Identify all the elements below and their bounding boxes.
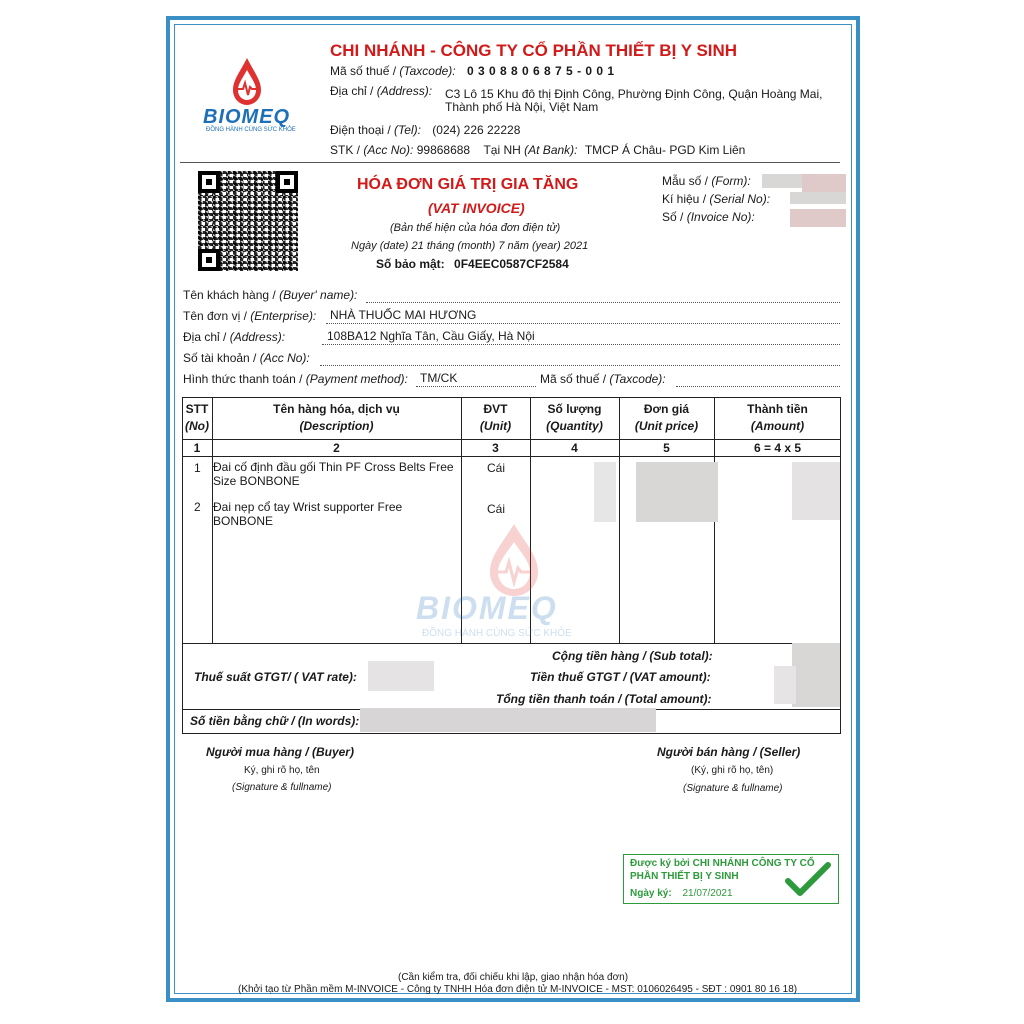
header-en: (Unit): [479, 419, 512, 433]
seller-address-line1: C3 Lô 15 Khu đô thị Định Công, Phường Định Công, Quận Hoàng Mai,: [445, 87, 823, 101]
digital-signature-stamp: [623, 854, 839, 904]
index-cell: 4: [571, 441, 578, 455]
enterprise-line: [326, 323, 840, 324]
label-en: (Address):: [229, 330, 286, 344]
label-en: (Serial No):: [709, 192, 771, 206]
item-row-desc: BONBONE: [213, 514, 274, 528]
label-en: (At Bank):: [524, 143, 578, 157]
label: STK /: [330, 143, 361, 157]
security-row: [376, 257, 569, 271]
redacted-quantity: [594, 462, 616, 522]
buyer-signature-title: Người mua hàng / (Buyer): [206, 745, 354, 759]
stamp-date-row: [630, 888, 733, 899]
col-header-description: [212, 401, 461, 435]
invoice-no-row: [662, 210, 755, 224]
index-cell: 5: [663, 441, 670, 455]
footer-note: (Cần kiểm tra, đối chiếu khi lập, giao nhận hóa đơn): [398, 972, 629, 983]
col-header-unit: [461, 401, 530, 435]
form-row: [662, 174, 751, 188]
redacted-totals: [792, 643, 840, 707]
seller-tel-row: [330, 123, 520, 137]
label-en: (Taxcode):: [609, 372, 666, 386]
logo-brand: BIOMEQ: [203, 106, 291, 128]
index-cell: 2: [333, 441, 340, 455]
label: Kí hiệu /: [662, 192, 707, 206]
col-header-no: [182, 401, 212, 435]
stamp-date: 21/07/2021: [682, 888, 733, 899]
label-en: (Invoice No):: [686, 210, 755, 224]
seller-name: CHI NHÁNH - CÔNG TY CỔ PHẦN THIẾT BỊ Y SINH: [330, 41, 738, 60]
header-vi: STT: [185, 402, 209, 416]
seller-taxcode-row: [330, 64, 615, 78]
header-vi: Đơn giá: [643, 402, 690, 416]
redacted-invoice-no: [790, 209, 846, 227]
buyer-acc-row: [183, 351, 310, 365]
seller-taxcode: 0 3 0 8 8 0 6 8 7 5 - 0 0 1: [466, 64, 615, 78]
col-header-amount: [714, 401, 841, 435]
subtotal-label: Cộng tiền hàng / (Sub total):: [552, 649, 713, 663]
index-cell: 6 = 4 x 5: [753, 441, 802, 455]
header-vi: Tên hàng hóa, dịch vụ: [273, 402, 400, 416]
header-en: (Description): [299, 419, 374, 433]
header-en: (Quantity): [546, 419, 603, 433]
buyer-acc-line: [320, 365, 840, 366]
redacted-serial: [790, 192, 846, 204]
seller-tel: (024) 226 22228: [432, 123, 521, 137]
invoice-title-en: (VAT INVOICE): [428, 200, 525, 216]
checkmark-icon: [784, 861, 832, 897]
index-cell: 3: [492, 441, 499, 455]
redacted-totals: [774, 666, 796, 704]
buyer-address-row: [183, 330, 285, 344]
redacted-unit-price: [636, 462, 718, 522]
label: Địa chỉ /: [330, 84, 374, 98]
blood-drop-icon: [410, 520, 610, 600]
invoice-date: Ngày (date) 21 tháng (month) 7 năm (year) 2021: [351, 240, 589, 252]
redacted-form: [762, 174, 804, 188]
watermark-tagline: ĐỒNG HÀNH CÙNG SỨC KHỎE: [422, 628, 572, 639]
label: Hình thức thanh toán /: [183, 372, 303, 386]
logo-tagline: ĐỒNG HÀNH CÙNG SỨC KHỎE: [206, 127, 296, 133]
serial-row: [662, 192, 770, 206]
stamp-org: CHI NHÁNH CÔNG TY CỔ: [692, 858, 815, 869]
label: Tại NH: [483, 143, 521, 157]
security-code: 0F4EEC0587CF2584: [454, 257, 569, 271]
payment-line: [416, 386, 536, 387]
index-cell: 1: [193, 441, 201, 455]
label-en: (Acc No):: [363, 143, 414, 157]
qr-code: [198, 171, 298, 271]
label-en: (Taxcode):: [399, 64, 456, 78]
in-words-label: Số tiền bằng chữ / (In words):: [190, 714, 360, 728]
buyer-enterprise: NHÀ THUỐC MAI HƯƠNG: [330, 308, 477, 322]
label: Điện thoại /: [330, 123, 391, 137]
item-row-desc: Đai cố định đầu gối Thin PF Cross Belts Free: [213, 460, 454, 474]
col-header-quantity: [530, 401, 619, 435]
item-row-desc: Size BONBONE: [213, 474, 300, 488]
redacted-amount: [792, 462, 840, 520]
seller-bank: TMCP Á Châu- PGD Kim Liên: [584, 143, 746, 157]
payment-row: [183, 372, 408, 386]
item-row-unit: Cái: [487, 502, 506, 516]
seller-address-line2: Thành phố Hà Nội, Việt Nam: [445, 100, 599, 114]
buyer-name-row: [183, 288, 357, 302]
item-row-no: 2: [194, 500, 201, 514]
seller-address-label: [330, 84, 432, 98]
item-row-no: 1: [194, 461, 201, 475]
total-amount-label: Tổng tiền thanh toán / (Total amount):: [496, 692, 712, 706]
label: Ngày ký:: [630, 888, 672, 899]
label-en: (Buyer' name):: [279, 288, 358, 302]
company-logo: [200, 54, 300, 134]
enterprise-row: [183, 309, 316, 323]
label: Mã số thuế /: [540, 372, 607, 386]
header-vi: Số lượng: [547, 402, 602, 416]
label: Số bảo mật:: [376, 257, 445, 271]
label-en: (Address):: [376, 84, 433, 98]
buyer-signature-hint-en: (Signature & fullname): [232, 782, 332, 793]
redacted-vat-rate: [368, 661, 434, 691]
label-en: (Enterprise):: [250, 309, 317, 323]
label: Mã số thuế /: [330, 64, 397, 78]
footer-software: (Khởi tạo từ Phần mềm M-INVOICE - Công ty TNHH Hóa đơn điện tử M-INVOICE - MST: 0106026495 - SĐT : 0901 80 16 18): [238, 984, 798, 995]
header-divider: [180, 162, 840, 163]
label-en: (Form):: [711, 174, 751, 188]
seller-acc-no: 99868688: [416, 143, 471, 157]
label-en: (Acc No):: [259, 351, 310, 365]
item-row-desc: Đai nẹp cổ tay Wrist supporter Free: [213, 500, 403, 514]
payment-method: TM/CK: [420, 371, 458, 385]
buyer-name-line: [366, 302, 840, 303]
qr-finder: [276, 171, 298, 193]
label: Số tài khoản /: [183, 351, 257, 365]
stamp-line2: PHẦN THIẾT BỊ Y SINH: [630, 871, 739, 882]
invoice-title: HÓA ĐƠN GIÁ TRỊ GIA TĂNG: [357, 176, 579, 193]
label: Tên đơn vị /: [183, 309, 247, 323]
seller-signature-title: Người bán hàng / (Seller): [657, 745, 801, 759]
header-en: (Amount): [750, 419, 805, 433]
vat-rate-label: Thuế suất GTGT/ ( VAT rate):: [194, 670, 357, 684]
buyer-signature-hint: Ký, ghi rõ họ, tên: [244, 765, 320, 776]
seller-signature-hint-en: (Signature & fullname): [683, 783, 783, 794]
header-vi: ĐVT: [483, 402, 508, 416]
qr-finder: [198, 171, 220, 193]
header-en: (No): [185, 419, 209, 433]
item-row-unit: Cái: [487, 461, 506, 475]
invoice-subtitle: (Bản thể hiện của hóa đơn điện tử): [390, 222, 561, 234]
seller-signature-hint: (Ký, ghi rõ họ, tên): [691, 765, 774, 776]
header-vi: Thành tiền: [747, 402, 808, 416]
redacted-in-words: [360, 708, 656, 732]
label: Số /: [662, 210, 684, 224]
watermark-brand: BIOMEQ: [416, 590, 558, 626]
label: Mẫu số /: [662, 174, 709, 188]
buyer-taxcode-row: [540, 372, 666, 386]
watermark-logo: [410, 520, 610, 645]
buyer-address: 108BA12 Nghĩa Tân, Cầu Giấy, Hà Nội: [327, 329, 535, 343]
buyer-address-line: [322, 344, 840, 345]
label: Địa chỉ /: [183, 330, 227, 344]
label-en: (Tel):: [394, 123, 421, 137]
buyer-taxcode-line: [676, 386, 840, 387]
seller-bank-row: [330, 143, 745, 157]
qr-finder: [198, 249, 220, 271]
label-en: (Payment method):: [305, 372, 408, 386]
stamp-prefix: Được ký bởi: [630, 858, 690, 869]
label: Tên khách hàng /: [183, 288, 276, 302]
col-header-unit-price: [619, 401, 714, 435]
header-en: (Unit price): [634, 419, 699, 433]
vat-amount-label: Tiền thuế GTGT / (VAT amount):: [530, 670, 711, 684]
